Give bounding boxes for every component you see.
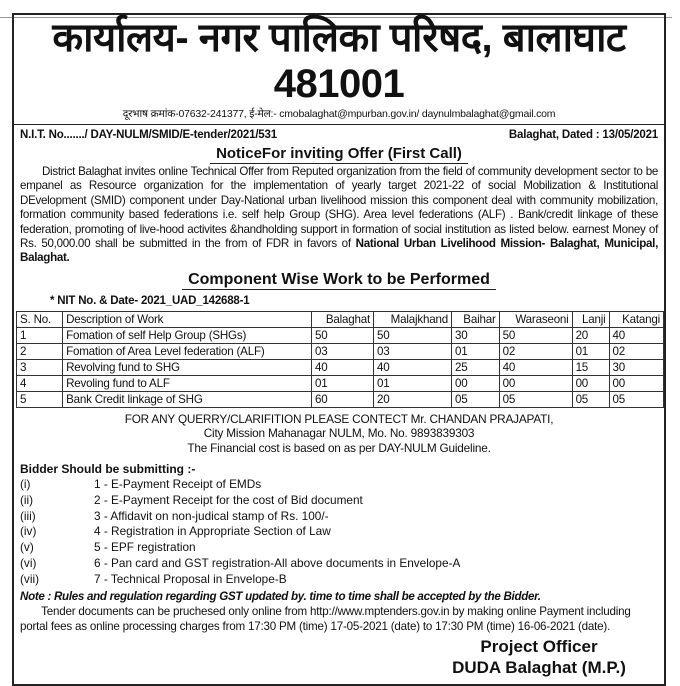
nit-number: N.I.T. No......./ DAY-NULM/SMID/E-tender/2021/531: [20, 129, 277, 141]
nit-line: [20, 128, 658, 143]
component-heading: [20, 269, 658, 290]
item-text: 4 - Registration in Appropriate Section of Law: [94, 524, 331, 539]
notice-heading: [20, 144, 658, 163]
table-cell: 60: [312, 391, 374, 407]
table-cell: 00: [572, 375, 609, 391]
bidder-heading: Bidder Should be submitting :-: [20, 462, 196, 477]
column-header: S. No.: [17, 311, 63, 327]
table-row: [17, 343, 664, 359]
table-cell: 50: [312, 327, 374, 343]
item-number: (iii): [20, 508, 36, 523]
table-cell: 20: [374, 391, 452, 407]
table-cell: Fomation of Area Level federation (ALF): [63, 343, 312, 359]
table-cell: 02: [609, 343, 663, 359]
table-cell: 03: [312, 343, 374, 359]
table-cell: 02: [499, 343, 572, 359]
table-cell: 30: [609, 359, 663, 375]
table-cell: 01: [451, 343, 499, 359]
column-header: Waraseoni: [499, 311, 572, 327]
date: Balaghat, Dated : 13/05/2021: [508, 129, 658, 141]
table-cell: 40: [374, 359, 452, 375]
contact-info: [20, 412, 658, 456]
tender-info: [20, 605, 658, 634]
nit-no-date: * NIT No. & Date- 2021_UAD_142688-1: [50, 294, 250, 307]
table-row: [17, 391, 664, 407]
table-cell: 4: [17, 375, 63, 391]
table-cell: 50: [499, 327, 572, 343]
table-cell: 05: [451, 391, 499, 407]
item-text: 1 - E-Payment Receipt of EMDs: [94, 477, 262, 492]
table-cell: 40: [499, 359, 572, 375]
note: Note : Rules and regulation regarding GST updated by. time to time shall be accepted by the Bidder.: [20, 590, 541, 604]
column-header: Katangi: [609, 311, 663, 327]
table-cell: 03: [374, 343, 452, 359]
list-item: [20, 572, 658, 588]
signature-office: DUDA Balaghat (M.P.): [452, 658, 626, 678]
list-item: [20, 556, 658, 572]
table-cell: 05: [499, 391, 572, 407]
list-item: [20, 524, 658, 540]
component-heading-text: Component Wise Work to be Performed: [182, 271, 496, 290]
column-header: Description of Work: [63, 311, 312, 327]
item-number: (v): [20, 540, 34, 555]
table-cell: 2: [17, 343, 63, 359]
notice-frame: [12, 13, 666, 686]
table-cell: Bank Credit linkage of SHG: [63, 391, 312, 407]
list-item: [20, 493, 658, 509]
table-cell: 40: [609, 327, 663, 343]
bidder-list: [20, 477, 658, 587]
signature-title: Project Officer: [480, 637, 598, 657]
table-row: [17, 327, 664, 343]
table-cell: 20: [572, 327, 609, 343]
table-cell: 00: [499, 375, 572, 391]
item-text: 2 - E-Payment Receipt for the cost of Bid document: [94, 493, 363, 508]
table-header-row: [17, 311, 664, 327]
table-cell: 01: [312, 375, 374, 391]
item-number: (i): [20, 477, 31, 492]
column-header: Lanji: [572, 311, 609, 327]
table-cell: 30: [451, 327, 499, 343]
item-number: (vi): [20, 555, 37, 570]
table-cell: 00: [609, 375, 663, 391]
table-cell: 01: [374, 375, 452, 391]
divider: [14, 124, 664, 125]
table-cell: 05: [609, 391, 663, 407]
item-text: 3 - Affidavit on non-judical stamp of Rs. 100/-: [94, 508, 329, 523]
table-cell: 25: [451, 359, 499, 375]
column-header: Malajkhand: [374, 311, 452, 327]
item-number: (iv): [20, 524, 37, 539]
table-cell: 40: [312, 359, 374, 375]
table-cell: Revoling fund to ALF: [63, 375, 312, 391]
table-cell: 1: [17, 327, 63, 343]
item-text: 5 - EPF registration: [94, 540, 196, 555]
table-cell: 15: [572, 359, 609, 375]
table-cell: 3: [17, 359, 63, 375]
table-row: [17, 359, 664, 375]
tender-text: Tender documents can be pruchesed only online from http://www.mptenders.gov.in by making online Payment including portal fees as online processing charges from 17:30 PM (time) 17-05-2021 (date) to 17:30 PM (time) 16-06-2021 (date).: [20, 605, 631, 633]
item-number: (vii): [20, 571, 39, 586]
table-cell: Fomation of self Help Group (SHGs): [63, 327, 312, 343]
table-cell: 5: [17, 391, 63, 407]
office-title: कार्यालय- नगर पालिका परिषद, बालाघाट 481001: [52, 16, 626, 106]
notice-body: [20, 165, 658, 266]
notice-heading-text: NoticeFor inviting Offer (First Call): [210, 145, 468, 164]
item-number: (ii): [20, 493, 34, 508]
table-cell: 05: [572, 391, 609, 407]
item-text: 7 - Technical Proposal in Envelope-B: [94, 571, 287, 586]
contact-line: दूरभाष क्रमांक-07632-241377, ई-मेल:- cmobalaghat@mpurban.gov.in/ daynulmbalaghat@gmail.com: [122, 108, 556, 120]
list-item: [20, 540, 658, 556]
list-item: [20, 477, 658, 493]
notice-body-text: District Balaghat invites online Technical Offer from Reputed organization from the field of community development sector to be empanel as Resource organization for the implementation of yearly target 2021-22 of social Mobilization & Institutional DEvelopment (SMID) component under Day-National urban livelihood mission this component deal with community mobilization, formation community based federations i.e. self help Group (SHG). Area level federations (ALF) . Bank/credit linkage of these federation, promoting of live-hood activites &handholding support in formation of social institution as listed below. earnest Money of Rs. 50,000.00 shall be submitted in the from of FDR in favors of: [20, 165, 658, 251]
financial-cost-line: The Financial cost is based on as per DAY-NULM Guideline.: [187, 440, 491, 455]
item-text: 6 - Pan card and GST registration-All above documents in Envelope-A: [94, 555, 461, 570]
notice-body-bold: National Urban Livelihood Mission- Balaghat, Municipal, Balaghat.: [20, 237, 659, 265]
contact-info-line: FOR ANY QUERRY/CLARIFITION PLEASE CONTECT Mr. CHANDAN PRAJAPATI,: [124, 411, 554, 426]
table-cell: 50: [374, 327, 452, 343]
table-row: [17, 375, 664, 391]
column-header: Baihar: [451, 311, 499, 327]
table-cell: Revolving fund to SHG: [63, 359, 312, 375]
contact-info-line: City Mission Mahanagar NULM, Mo. No. 9893839303: [203, 426, 475, 441]
work-table: [16, 311, 664, 408]
table-cell: 00: [451, 375, 499, 391]
table-cell: 01: [572, 343, 609, 359]
list-item: [20, 509, 658, 525]
column-header: Balaghat: [312, 311, 374, 327]
